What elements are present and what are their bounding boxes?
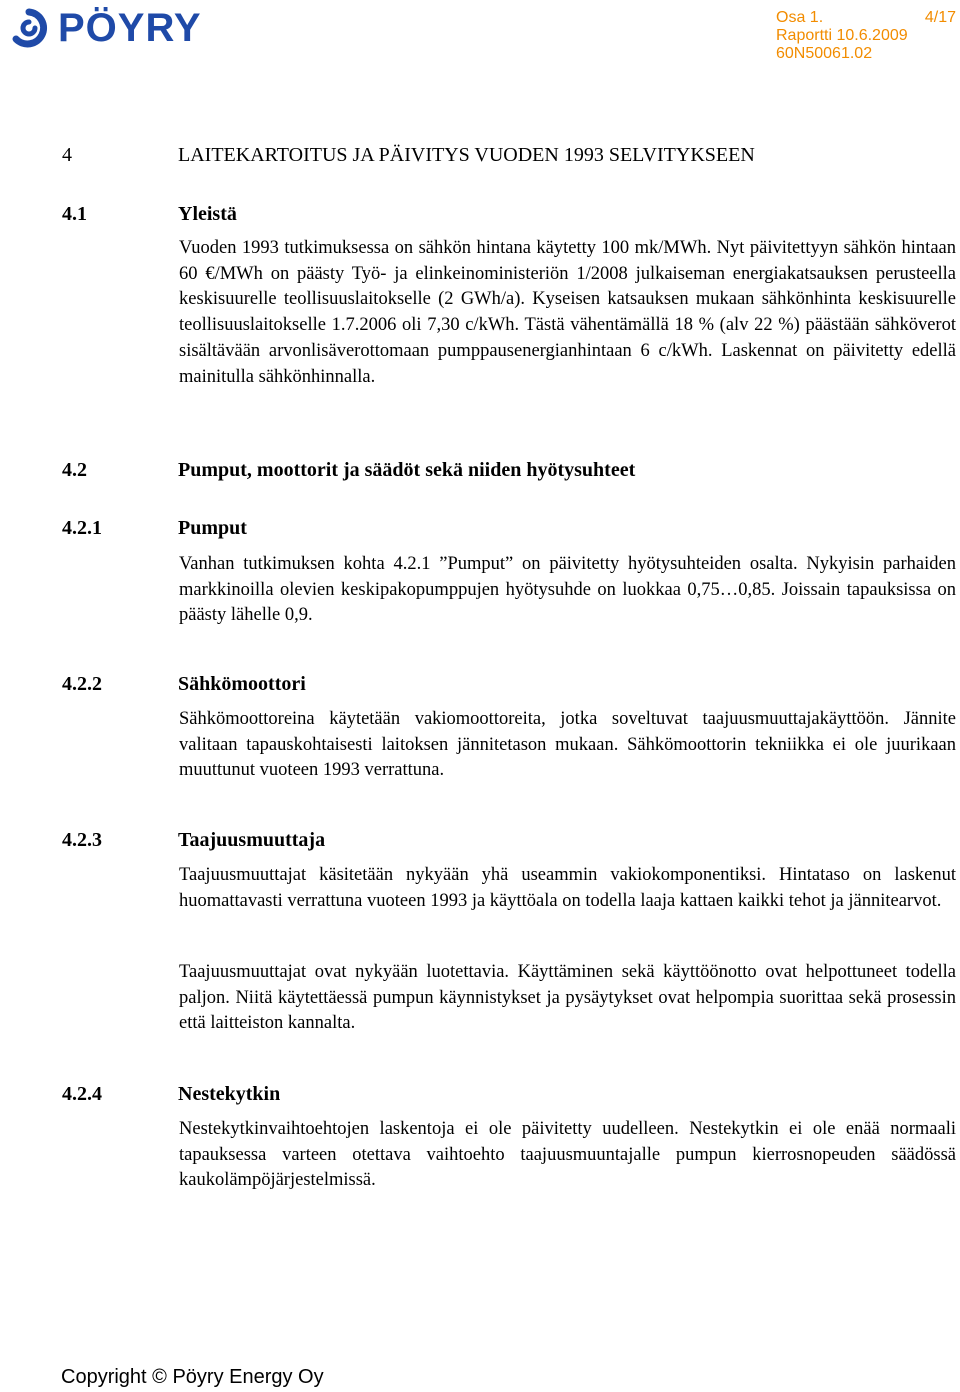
heading-title: Yleistä: [178, 203, 237, 225]
heading-title: Sähkömoottori: [178, 673, 306, 695]
poyry-logo: [6, 8, 202, 48]
paragraph-4-2-2: Sähkömoottoreina käytetään vakiomoottoreita, jotka soveltuvat taajuusmuuttajakäyttöön. Jännite valitaan tapauskohtaisesti laitoksen jännitetason mukaan. Sähkömoottorin tekniikka ei ole juurikaan muuttunut vuoteen 1993 verrattuna.: [179, 709, 956, 781]
heading-number: 4.2.3: [62, 829, 102, 851]
page-header-info: [776, 9, 956, 63]
heading-title: Pumput, moottorit ja säädöt sekä niiden hyötysuhteet: [178, 459, 636, 481]
paragraph-4-2-3-a: Taajuusmuuttajat käsitetään nykyään yhä useammin vakiokomponentiksi. Hintataso on laskenut huomattavasti verrattuna vuoteen 1993 ja käyttöala on todella laaja kattaen kaikki tehot ja jännitearvot.: [179, 865, 956, 911]
poyry-logo-icon: [6, 8, 52, 48]
paragraph-4-2-4: Nestekytkinvaihtoehtojen laskentoja ei ole päivitetty uudelleen. Nestekytkin ei ole enää normaali tapauksessa varteen otettava vaihtoehto taajuusmuuntajalle pumpun kierrosnopeuden säädössä kaukolämpöjärjestelmissä.: [179, 1119, 956, 1191]
paragraph-4-2-3-b: Taajuusmuuttajat ovat nykyään luotettavia. Käyttäminen sekä käyttöönotto ovat helpottuneet todella paljon. Niitä käytettäessä pumpun käynnistykset ja pysäytykset ovat helpompia suorittaa sekä prosessin että laitteiston kannalta.: [179, 962, 956, 1034]
heading-number: 4.2.4: [62, 1083, 102, 1105]
copyright-footer: Copyright © Pöyry Energy Oy: [61, 1366, 324, 1388]
heading-number: 4: [62, 144, 72, 166]
header-part: Osa 1.: [776, 9, 824, 26]
paragraph-4-2-1: Vanhan tutkimuksen kohta 4.2.1 ”Pumput” on päivitetty hyötysuhteiden osalta. Nykyisin parhaiden markkinoilla olevien keskipakopumppujen hyötysuhde on luokkaa 0,75…0,85. Joissain tapauksissa on päästy lähelle 0,9.: [179, 554, 956, 626]
heading-number: 4.1: [62, 203, 87, 225]
header-project-code: 60N50061.02: [776, 45, 873, 62]
heading-title: Pumput: [178, 517, 247, 539]
logo-wordmark: PÖYRY: [58, 6, 202, 50]
heading-number: 4.2.1: [62, 517, 102, 539]
heading-number: 4.2.2: [62, 673, 102, 695]
header-page-number: 4/17: [924, 9, 956, 26]
header-report-date: Raportti 10.6.2009: [776, 27, 908, 44]
paragraph-4-1: Vuoden 1993 tutkimuksessa on sähkön hintana käytetty 100 mk/MWh. Nyt päivitettyyn sähkön hintaan 60 €/MWh on päästy Työ- ja elinkeinoministeriön 1/2008 julkaiseman energiakatsauksen perusteella keskisuurelle teollisuuslaitokselle (2 GWh/a). Kyseisen katsauksen mukaan sähkönhinta keskisuurelle teollisuuslaitokselle 1.7.2006 oli 7,30 c/kWh. Tästä vähentämällä 18 % (alv 22 %) päästään sähköverot sisältävään arvonlisäverottomaan pumppausenergianhintaan 6 c/kWh. Laskennat on päivitetty edellä mainitulla sähkönhinnalla.: [179, 238, 956, 387]
heading-title: Nestekytkin: [178, 1083, 281, 1105]
heading-number: 4.2: [62, 459, 87, 481]
heading-title: Taajuusmuuttaja: [178, 829, 326, 851]
heading-title: LAITEKARTOITUS JA PÄIVITYS VUODEN 1993 SELVITYKSEEN: [178, 144, 755, 166]
